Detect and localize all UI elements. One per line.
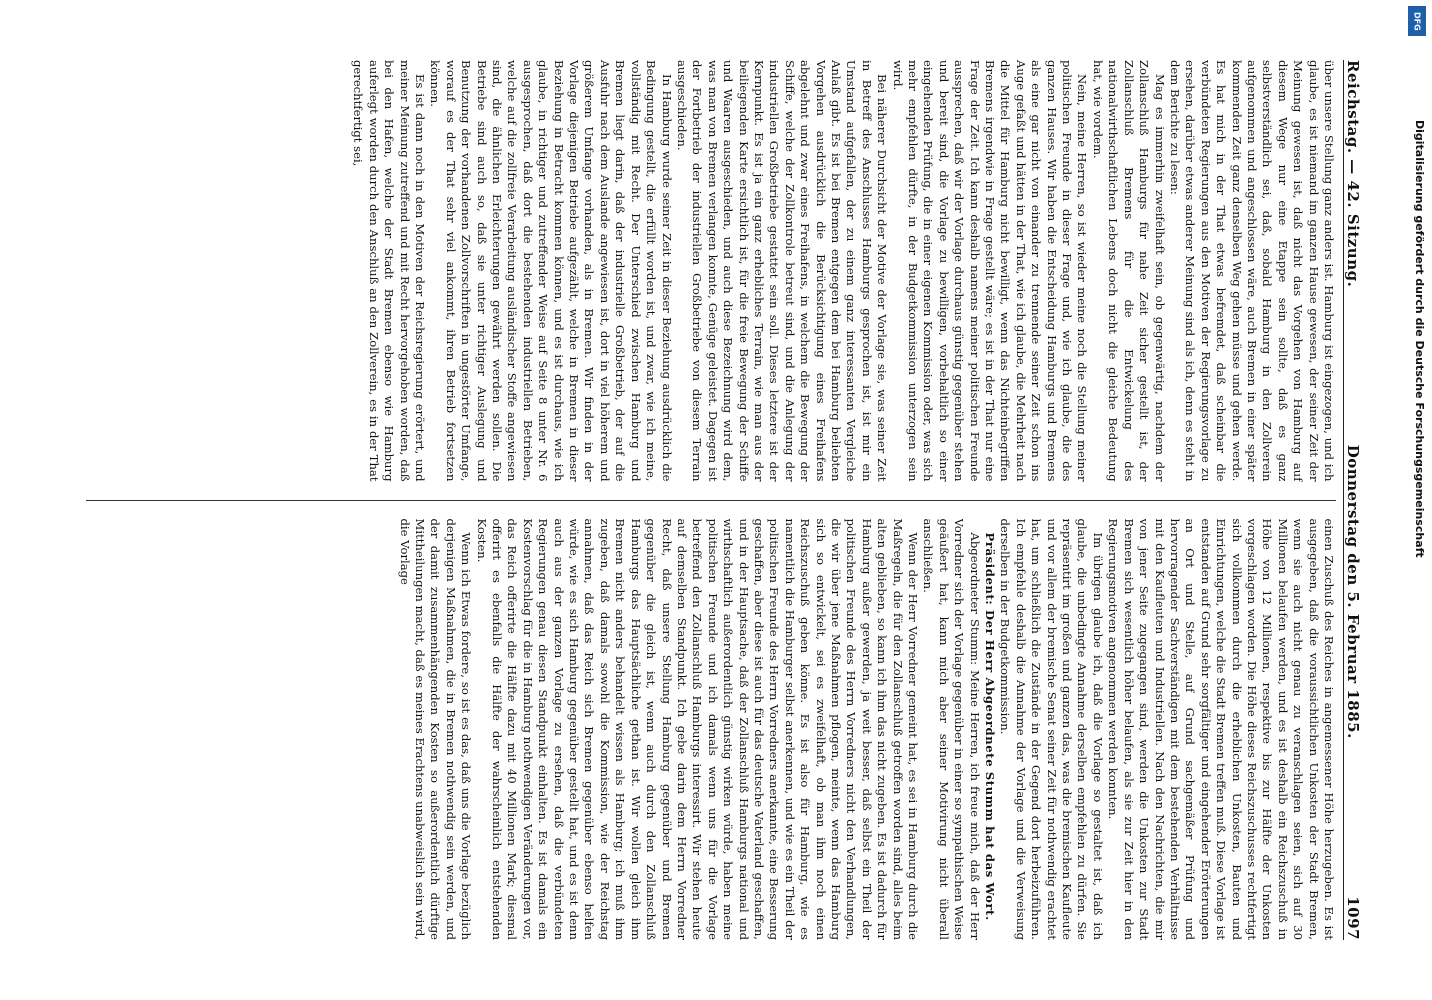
paragraph: Nein, meine Herren, so ist wieder meine noch die Stellung meiner politischen Freunde in dieser Frage und, wie ich glaube, die des ganzen Hauses. Wir haben die Entscheidung Hamburgs und Bremens als eine gar nicht von einander zu trennende seiner Zeit schon ins Auge gefaßt und hätten in der That, wie ich glaube, die Mehrheit nach die Mittel für Hamburg nicht bewilligt, wenn das Nichteinbegriffen Bremens irgendwie in Frage gestellt wäre; es ist in der That nur eine Frage der Zeit. Ich kann deshalb namens meiner politischen Freunde aussprechen, daß wir der Vorlage durchaus günstig gegenüber stehen und bereit sind, die Vorlage zu bewilligen, vorbehaltlich so einer eingehenden Prüfung, die in einer eigenen Kommission oder, was sich mehr empfehlen dürfte, in der Budgetkommission unterzogen sein wird. <box>890 60 1090 482</box>
header-session: Reichstag. — 42. Sitzung. <box>1344 60 1362 288</box>
column-right <box>86 519 1336 941</box>
paragraph: Bei näherer Durchsicht der Motive der Vorlage sie, was seiner Zeit in Betreff des Anschlusses Hamburgs gesprochen ist, ist mir ein Umstand aufgefallen, der zu einem ganz interessanten Vergleiche Anlaß gibt. Es ist bei Bremen entgegen dem bei Hamburg beliebten Vorgehen ausdrücklich die Berücksichtigung eines Freihafens abgelehnt und zwar eines Freihafens, in welchem die Bewegung der Schiffe, welche der Zollkontrole betreut sind, und die Anlegung der industriellen Großbetriebe gestattet sein soll. Dieses letztere ist der Kernpunkt. Es ist ja ein ganz erhebliches Terrain, wie man aus der beiliegenden Karte ersichtlich ist, für die freie Bewegung der Schiffe und Waaren ausgeschieden, und auch diese Bezeichnung wird dem, was man von Bremen verlangen konnte, Genüge geleistet. Dagegen ist der Fortbetrieb der industriellen Großbetriebe von diesem Terrain ausgeschieden. <box>674 60 890 482</box>
speaker-line: Präsident: Der Herr Abgeordnete Stumm hat das Wort. <box>983 532 998 921</box>
paragraph: Es ist dann noch in den Motiven der Reichsregierung erörtert, und meiner Meinung zutreffend und mit Recht hervorgehoben worden, daß bei den Hafen, welche der Stadt Bremen ebenso wie Hamburg auferlegt worden durch den Anschluß an den Zollverein, es in der That gerechtfertigt sei, <box>351 60 428 482</box>
paragraph: Wenn ich Etwas fordere, so ist es das, daß uns die Vorlage bezüglich derjenigen Maßnahmen, die in Bremen nothwendig sein werden, und der damit zusammenhängenden Kosten so außerordentlich dürftige Mittheilungen macht, daß es meines Erachtens unabweislich sein wird, die Vorlage <box>397 518 474 940</box>
column-divider <box>86 500 1336 501</box>
paragraph: Im übrigen glaube ich, daß die Vorlage so gestaltet ist, daß ich glaube, die unbedingte Annahme derselben empfehlen zu dürfen. Sie repräsentirt im großen und ganzen das, was die bremischen Kaufleute und vor allem der bremische Senat seiner Zeit für nothwendig erachtet hat, um schließlich die Zustände in der Gegend dort herbeizuführen. Ich empfehle deshalb die Annahme der Vorlage und die Verweisung derselben in der Budgetkommission. <box>998 518 1105 940</box>
page-number: 1097 <box>1344 896 1362 940</box>
paragraph: In Hamburg wurde seiner Zeit in dieser Beziehung ausdrücklich die Bedingung gestellt, die erfüllt worden ist, und zwar, wie ich meine, vollständig mit Recht. Der Unterschied zwischen Hamburg und Bremen liegt darin, daß der industrielle Großbetrieb, der auf die Ausfuhr nach dem Auslande angewiesen ist, dort in viel höherem und größerem Umfange vorhanden, als in Bremen. Wir finden in der Vorlage diejenigen Betriebe aufgezählt, welche in Bremen in dieser Beziehung in Betracht kommen können, und es ist durchaus, wie ich glaube, in richtiger und zutreffender Weise auf Seite 8 unter Nr. 6 ausgesprochen, daß dort die bestehenden industriellen Betrieben, welche auf die zollfreie Verarbeitung ausländischer Stoffe angewiesen sind, die ähnlichen Erleichterungen gewährt werden sollen. Die Betriebe sind auch so, daß sie unter richtiger Auslegung und Benutzung der vorhandenen Zollvorschriften in ungestörter Umfange, worauf es der That sehr viel ankommt, ihren Betrieb fortsetzen können. <box>428 60 674 482</box>
document-page <box>70 60 1370 940</box>
digitization-note <box>1404 120 1426 980</box>
page-header <box>1343 60 1370 940</box>
text-columns <box>86 60 1336 940</box>
column-left <box>86 60 1336 482</box>
header-date: Donnerstag den 5. Februar 1885. <box>1344 444 1362 739</box>
paragraph: Abgeordneter Stumm: Meine Herren, ich freue mich, daß der Herr Vorredner sich der Vorlage gegenüber in einer so sympathischen Weise geäußert hat, kann mich aber seiner Motivirung nicht überall anschließen. <box>921 518 982 940</box>
paragraph: Wenn der Herr Vorredner gemeint hat, es sei in Hamburg durch die Maßregeln, die für den Zollanschluß getroffen worden sind, alles beim alten geblieben, so kann ich ihm das nicht zugeben. Es ist dadurch für Hamburg außer gewerden, ja weit besser, daß selbst ein Theil der politischen Freunde des Herrn Vorredners nicht den Verhandlungen, die wir über jene Maßnahmen pflogen, meinte, wenn das Hamburg sich so entwickelt, sei es zweifelhaft, ob man ihm noch einen Reichszuschuß geben könne. Es ist also für Hamburg, wie es namentlich die Hamburger selbst anerkennen, und wie es ein Theil der politischen Freunde des Herrn Vorredners anerkannte, eine Besserung geschaffen, aber diese ist auch für das deutsche Vaterland geschaffen, und in der Hauptsache, daß der Zollanschluß Hamburgs national und wirthschaftlich außerordentlich günstig wirken würde, haben meine politischen Freunde und ich damals wenn uns für die Vorlage betreffend den Zollanschluß Hamburgs interessirt. Wir stehen heute auf demselben Standpunkt. Ich gebe darin dem Herrn Vorredner Recht, daß unsere Stellung Hamburg gegenüber und Bremen gegenüber die gleich ist, wenn auch durch den Zollanschluß Hamburgs das Hauptsächliche gethan ist. Wir wollen gleich ihm Bremen nicht anders behandelt wissen als Hamburg; ich muß ihm zugeben, daß damals sowohl die Kommission, wie der Reichstag annahmen, daß das Reich sich Bremen gegenüber ebenso helfen würde, wie es sich Hamburg gegenüber gestellt hat, und es ist denn auch aus der ganzen Vorlage zu ersehen, daß die verbündeten Regierungen genau diesen Standpunkt einhalten. Es ist damals ein Kostenvorschlag für die in Hamburg nothwendigen Veränderungen vor, das Reich offerirte die Hälfte dazu mit 40 Millionen Mark; diesmal offerirt es ebenfalls die Hälfte der wahrscheinlich entstehenden Kosten. <box>474 518 921 940</box>
digitization-note-text: Digitalisierung gefördert durch die Deutsche Forschungsgemeinschaft <box>1413 120 1426 558</box>
dfg-logo: DFG <box>1408 6 1426 36</box>
paragraph: über unsere Stellung ganz anders ist. Hamburg ist eingezogen, und ich glaube, es ist niemand im ganzen Hause gewesen, der seiner Zeit der Meinung gewesen ist, daß nicht das Vorgehen von Hamburg auf diesem Wege nur eine Etappe sein sollte, daß es ganz selbstverständlich sei, daß, sobald Hamburg in den Zollverein aufgenommen und angeschlossen wäre, auch Bremen in einer später kommenden Zeit ganz denselben Weg gehen müsse und gehen werde. Es hat mich in der That etwas befremdet, daß scheinbar die verbündeten Regierungen aus den Motiven der Regierungsvorlage zu ersehen, darüber etwas anderer Meinung sind als ich, denn es steht in dem Berichte zu lesen: <box>1167 60 1336 482</box>
paragraph: einen Zuschuß des Reiches in angemessener Höhe herzugeben. Es ist ausgegeben, daß die voraussichtlichen Unkosten der Stadt Bremen, wenn sie auch nicht genau zu veranschlagen seien, sich auf 30 Millionen belaufen werden, und es ist deshalb ein Reichszuschuß in Höhe von 12 Millionen, respektive bis zur Hälfte der Unkosten vorgeschlagen worden. Die Höhe dieses Reichszuschusses rechtfertigt sich vollkommen durch die erheblichen Unkosten, Bauten und Einrichtungen, welche die Stadt Bremen treffen muß. Diese Vorlage ist entstanden auf Grund sehr sorgfältiger und eingehender Erörterungen an Ort und Stelle, auf Grund sachgemäßer Prüfung und hervorragender Sachverständigen mit dem bestehenden Verhältnisse mit den Kaufleuten und Industriellen. Nach den Nachrichten, die mir von jener Seite zugegangen sind, werden die Unkosten zur Stadt Bremen sich wesentlich höher belaufen, als sie zur Zeit hier in den Regierungsmotiven angenommen werden konnten. <box>1106 518 1336 940</box>
quote-paragraph: Mag es immerhin zweifelhaft sein, ob gegenwärtig, nachdem der Zollanschluß Hamburgs für nahe Zeit sicher gestellt ist, der Zollanschluß Bremens für die Entwickelung des nationalwirthschaftlichen Lebens doch nicht die gleiche Bedeutung hat, wie vordem. <box>1090 60 1167 482</box>
